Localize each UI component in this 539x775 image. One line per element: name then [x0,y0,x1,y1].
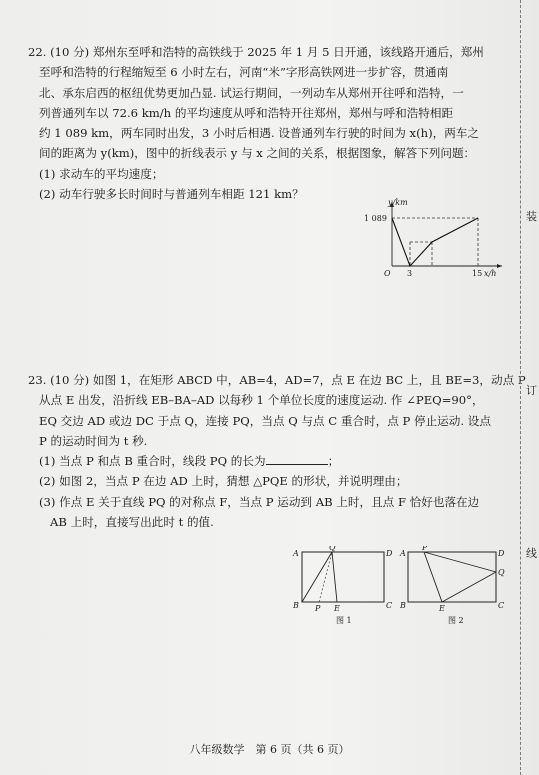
page-footer: 八年级数学 第 6 页（共 6 页） [189,743,350,756]
label-p: P [422,546,428,552]
q23-sub1-text: (1) 当点 P 和点 B 重合时，线段 PQ 的长为 [39,454,266,469]
q22-line-4: 列普通列车以 72.6 km/h 的平均速度从呼和浩特开往郑州，郑州与呼和浩特相距 [39,105,454,120]
q23-sub-question-1 [28,451,508,471]
q23-figure-2 [398,546,512,626]
label-b: B [400,601,406,610]
label-d: D [498,549,505,558]
helper-line [319,552,332,602]
q22-line-5: 约 1 089 km，两车同时出发，3 小时后相遇. 设普通列车行驶的时间为 x(h)，两车之 [39,126,479,141]
q22-graph [360,196,508,282]
label-e: E [334,604,340,613]
y-tick-1089: 1 089 [364,214,387,223]
graph-polyline [392,218,478,266]
binding-char-ding: 订 [526,384,537,397]
q22-line-6: 间的距离为 y(km)，图中的折线表示 y 与 x 之间的关系，根据图象，解答下列问题： [39,146,476,161]
q23-line-1: 23. (10 分) 如图 1，在矩形 ABCD 中，AB=4，AD=7，点 E 在边 BC 上，且 BE=3，动点 P [28,373,526,387]
q23-sub-question-3-line-1: (3) 作点 E 关于直线 PQ 的对称点 F，当点 P 运动到 AB 上时，且点 F 恰好也落在边 [39,494,480,509]
label-c: C [498,601,505,610]
q22-line-1: 22. (10 分) 郑州东至呼和浩特的高铁线于 2025 年 1 月 5 日开通，该线路开通后，郑州 [28,45,484,59]
label-q: Q [329,546,336,552]
y-axis-label: y/km [388,198,408,207]
caption-figure-2: 图 2 [448,616,464,625]
label-a: A [293,549,299,558]
q22-sub-question-2: (2) 动车行驶多长时间时与普通列车相距 121 km？ [39,187,304,202]
q23-line-2: 从点 E 出发，沿折线 EB–BA–AD 以每秒 1 个单位长度的速度运动. 作 ∠PEQ=90°， [39,393,484,408]
question-23 [28,370,526,532]
q23-line-3: EQ 交边 AD 或边 DC 于点 Q，连接 PQ，当点 Q 与点 C 重合时，点 P 停止运动. 设点 [39,413,491,428]
label-e: E [439,604,445,613]
binding-char-xian: 线 [526,547,537,560]
label-b: B [293,601,299,610]
q22-line-2: 至呼和浩特的行程缩短至 6 小时左右，河南“米”字形高铁网进一步扩容，贯通南 [39,65,449,80]
q23-line-4: P 的运动时间为 t 秒. [39,433,148,448]
label-c: C [386,601,393,610]
x-axis-arrow [497,264,502,268]
x-tick-3: 3 [407,269,413,278]
x-tick-15: 15 [472,269,483,278]
segment-pq [424,552,496,572]
q23-sub-question-3-line-2: AB 上时，直接写出此时 t 的值. [50,515,214,530]
q23-sub-question-2: (2) 如图 2，当点 P 在边 AD 上时，猜想 △PQE 的形状，并说明理由； [39,474,408,489]
label-d: D [386,549,393,558]
label-p: P [315,604,321,613]
segment-pq [302,552,332,602]
answer-blank [266,452,328,465]
rectangle-abcd [302,552,384,602]
q22-sub-question-1: (1) 求动车的平均速度； [39,166,164,181]
origin-label: O [384,269,391,278]
caption-figure-1: 图 1 [336,616,352,625]
x-axis-label: x/h [484,269,497,278]
binding-char-zhuang: 装 [526,210,537,223]
label-q: Q [498,568,505,577]
q23-figure-1 [284,546,394,626]
question-22 [28,42,508,204]
label-a: A [400,549,406,558]
q23-sub1-end: ； [327,454,340,469]
binding-margin [520,0,539,775]
segment-pe [424,552,442,602]
q22-line-3: 北、承东启西的枢纽优势更加凸显. 试运行期间，一列动车从郑州开往呼和浩特，一 [39,85,464,100]
segment-eq [442,572,496,602]
segment-eq [332,552,337,602]
